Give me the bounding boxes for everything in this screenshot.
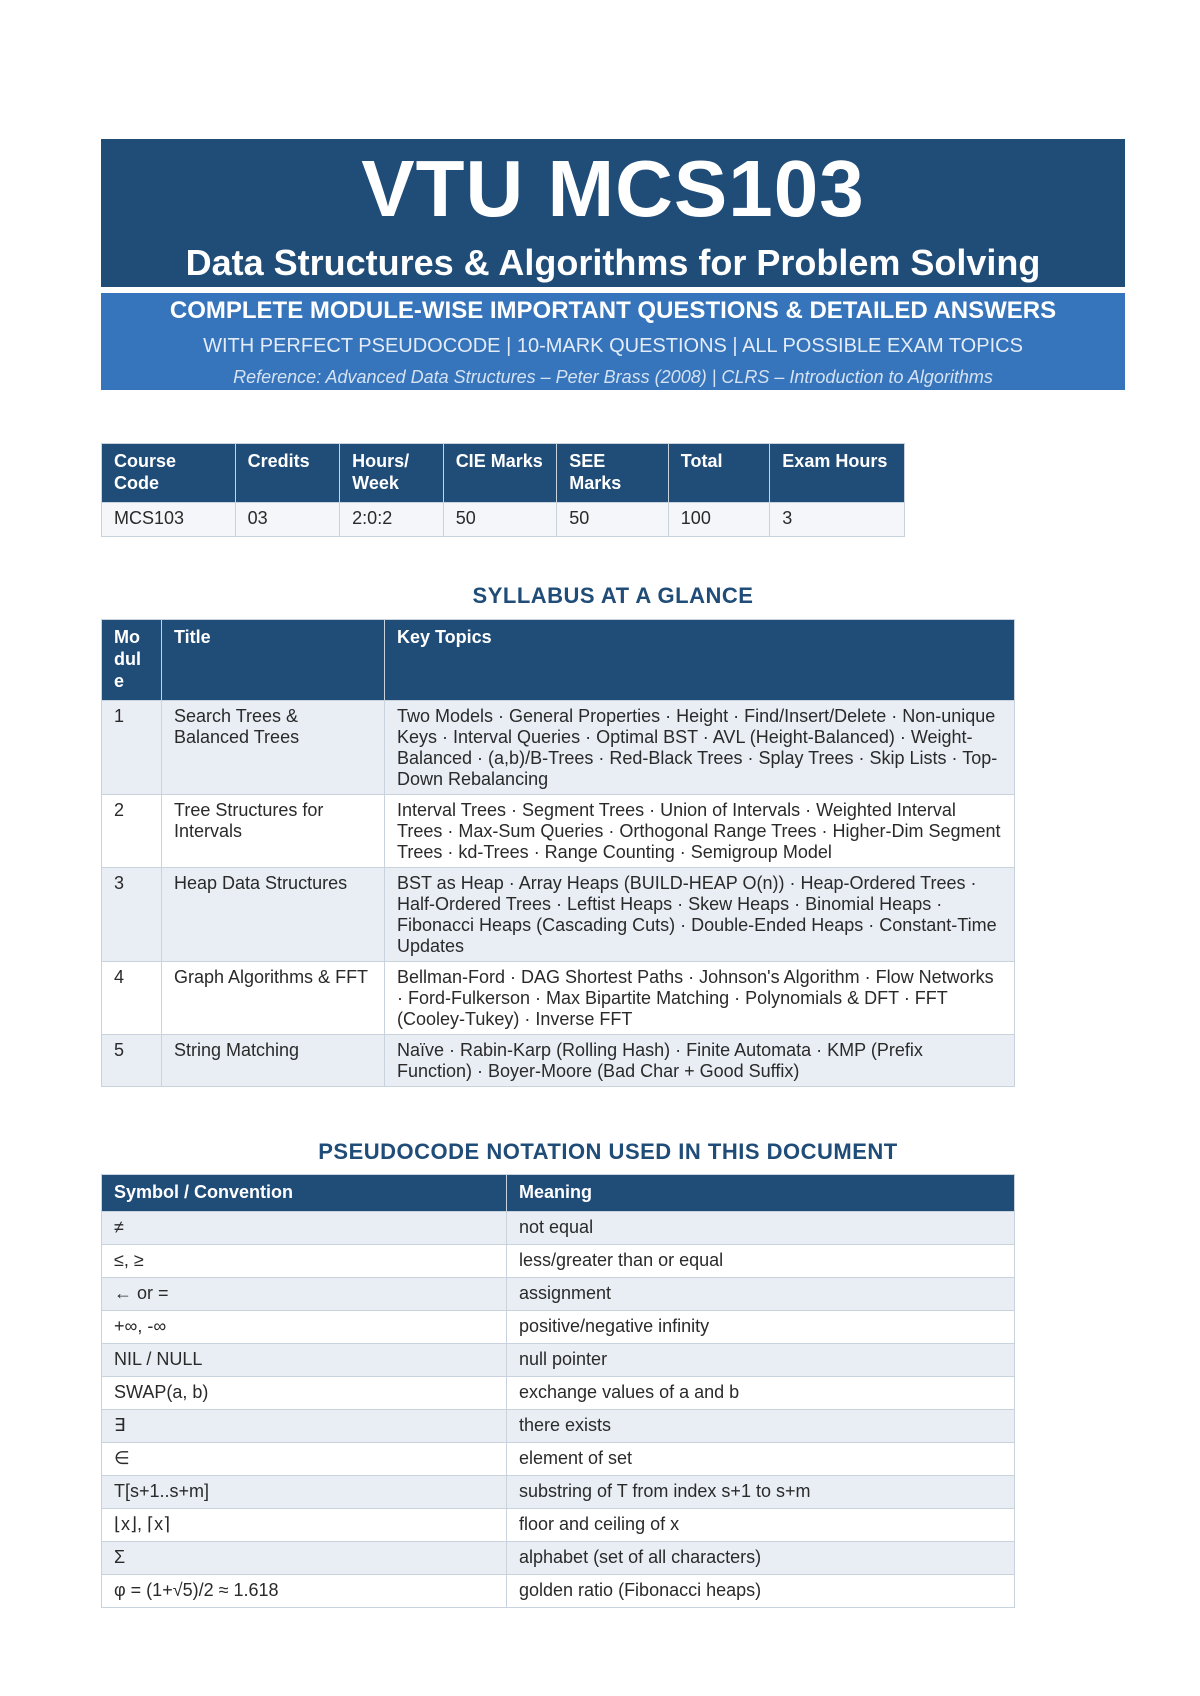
syllabus-row [102, 868, 1015, 962]
features-line: WITH PERFECT PSEUDOCODE | 10-MARK QUESTIONS | ALL POSSIBLE EXAM TOPICS [203, 335, 1023, 357]
notation-symbol: ≠ [102, 1212, 507, 1245]
notation-symbol: SWAP(a, b) [102, 1377, 507, 1410]
notation-row [102, 1311, 1015, 1344]
value-cie-marks: 50 [443, 503, 557, 537]
syllabus-row [102, 1035, 1015, 1087]
module-topics: BST as Heap · Array Heaps (BUILD-HEAP O(n)) · Heap-Ordered Trees · Half-Ordered Trees · Leftist Heaps · Skew Heaps · Binomial Heaps · Fibonacci Heaps (Cascading Cuts) · Double-Ended Heaps · Constant-Time Updates [385, 868, 1015, 962]
module-topics: Naïve · Rabin-Karp (Rolling Hash) · Finite Automata · KMP (Prefix Function) · Boyer-Moore (Bad Char + Good Suffix) [385, 1035, 1015, 1087]
course-info-values-row [102, 503, 905, 537]
notation-row [102, 1509, 1015, 1542]
value-course-code: MCS103 [102, 503, 236, 537]
module-topics: Two Models · General Properties · Height · Find/Insert/Delete · Non-unique Keys · Interval Queries · Optimal BST · AVL (Height-Balanced) · Weight-Balanced · (a,b)/B-Trees · Red-Black Trees · Splay Trees · Skip Lists · Top-Down Rebalancing [385, 701, 1015, 795]
notation-row [102, 1377, 1015, 1410]
header-symbol: Symbol / Convention [102, 1175, 507, 1212]
notation-meaning: alphabet (set of all characters) [507, 1542, 1015, 1575]
syllabus-row [102, 962, 1015, 1035]
syllabus-table [101, 619, 1015, 1087]
syllabus-header-row [102, 620, 1015, 701]
module-title: Heap Data Structures [162, 868, 385, 962]
module-number: 3 [102, 868, 162, 962]
notation-symbol: +∞, -∞ [102, 1311, 507, 1344]
header-title: Title [162, 620, 385, 701]
notation-symbol: ≤, ≥ [102, 1245, 507, 1278]
notation-row [102, 1278, 1015, 1311]
notation-row [102, 1476, 1015, 1509]
notation-row [102, 1575, 1015, 1608]
header-course-code: Course Code [102, 444, 236, 503]
value-exam-hours: 3 [770, 503, 905, 537]
module-title: Tree Structures for Intervals [162, 795, 385, 868]
header-module: Module [102, 620, 162, 701]
notation-meaning: not equal [507, 1212, 1015, 1245]
module-title: Graph Algorithms & FFT [162, 962, 385, 1035]
notation-meaning: element of set [507, 1443, 1015, 1476]
value-credits: 03 [235, 503, 340, 537]
notation-row [102, 1410, 1015, 1443]
notation-meaning: golden ratio (Fibonacci heaps) [507, 1575, 1015, 1608]
header-meaning: Meaning [507, 1175, 1015, 1212]
course-info-header-row [102, 444, 905, 503]
header-hours-week: Hours/ Week [340, 444, 444, 503]
module-number: 4 [102, 962, 162, 1035]
notation-meaning: there exists [507, 1410, 1015, 1443]
module-number: 5 [102, 1035, 162, 1087]
syllabus-row [102, 795, 1015, 868]
module-topics: Interval Trees · Segment Trees · Union of Intervals · Weighted Interval Trees · Max-Sum Queries · Orthogonal Range Trees · Higher-Dim Segment Trees · kd-Trees · Range Counting · Semigroup Model [385, 795, 1015, 868]
syllabus-heading: SYLLABUS AT A GLANCE [472, 583, 754, 608]
notation-meaning: exchange values of a and b [507, 1377, 1015, 1410]
notation-meaning: assignment [507, 1278, 1015, 1311]
notation-row [102, 1542, 1015, 1575]
notation-meaning: floor and ceiling of x [507, 1509, 1015, 1542]
module-title: String Matching [162, 1035, 385, 1087]
header-cie-marks: CIE Marks [443, 444, 557, 503]
value-see-marks: 50 [557, 503, 669, 537]
module-topics: Bellman-Ford · DAG Shortest Paths · Johnson's Algorithm · Flow Networks · Ford-Fulkerson · Max Bipartite Matching · Polynomials & DFT · FFT (Cooley-Tukey) · Inverse FFT [385, 962, 1015, 1035]
notation-row [102, 1443, 1015, 1476]
notation-symbol: ⌊x⌋, ⌈x⌉ [102, 1509, 507, 1542]
notation-meaning: positive/negative infinity [507, 1311, 1015, 1344]
reference-line: Reference: Advanced Data Structures – Peter Brass (2008) | CLRS – Introduction to Algorithms [233, 367, 993, 387]
header-see-marks: SEE Marks [557, 444, 669, 503]
notation-symbol: T[s+1..s+m] [102, 1476, 507, 1509]
notation-symbol: ← or = [102, 1278, 507, 1311]
value-total: 100 [668, 503, 770, 537]
module-title: Search Trees & Balanced Trees [162, 701, 385, 795]
module-number: 2 [102, 795, 162, 868]
notation-symbol: Σ [102, 1542, 507, 1575]
document-title: VTU MCS103 [361, 144, 865, 233]
course-info-table [101, 443, 905, 537]
notation-symbol: ∃ [102, 1410, 507, 1443]
header-exam-hours: Exam Hours [770, 444, 905, 503]
tagline: COMPLETE MODULE-WISE IMPORTANT QUESTIONS & DETAILED ANSWERS [169, 297, 1057, 324]
value-hours-week: 2:0:2 [340, 503, 444, 537]
notation-meaning: less/greater than or equal [507, 1245, 1015, 1278]
header-key-topics: Key Topics [385, 620, 1015, 701]
notation-meaning: null pointer [507, 1344, 1015, 1377]
syllabus-row [102, 701, 1015, 795]
notation-header-row [102, 1175, 1015, 1212]
module-number: 1 [102, 701, 162, 795]
subtitle-banner [101, 293, 1125, 390]
notation-meaning: substring of T from index s+1 to s+m [507, 1476, 1015, 1509]
notation-symbol: NIL / NULL [102, 1344, 507, 1377]
header-credits: Credits [235, 444, 340, 503]
notation-table [101, 1174, 1015, 1608]
notation-row [102, 1212, 1015, 1245]
document-subtitle: Data Structures & Algorithms for Problem Solving [185, 242, 1041, 283]
notation-symbol: ∈ [102, 1443, 507, 1476]
header-total: Total [668, 444, 770, 503]
notation-heading: PSEUDOCODE NOTATION USED IN THIS DOCUMENT [318, 1139, 898, 1164]
title-banner [101, 139, 1125, 287]
notation-symbol: φ = (1+√5)/2 ≈ 1.618 [102, 1575, 507, 1608]
notation-row [102, 1245, 1015, 1278]
notation-row [102, 1344, 1015, 1377]
